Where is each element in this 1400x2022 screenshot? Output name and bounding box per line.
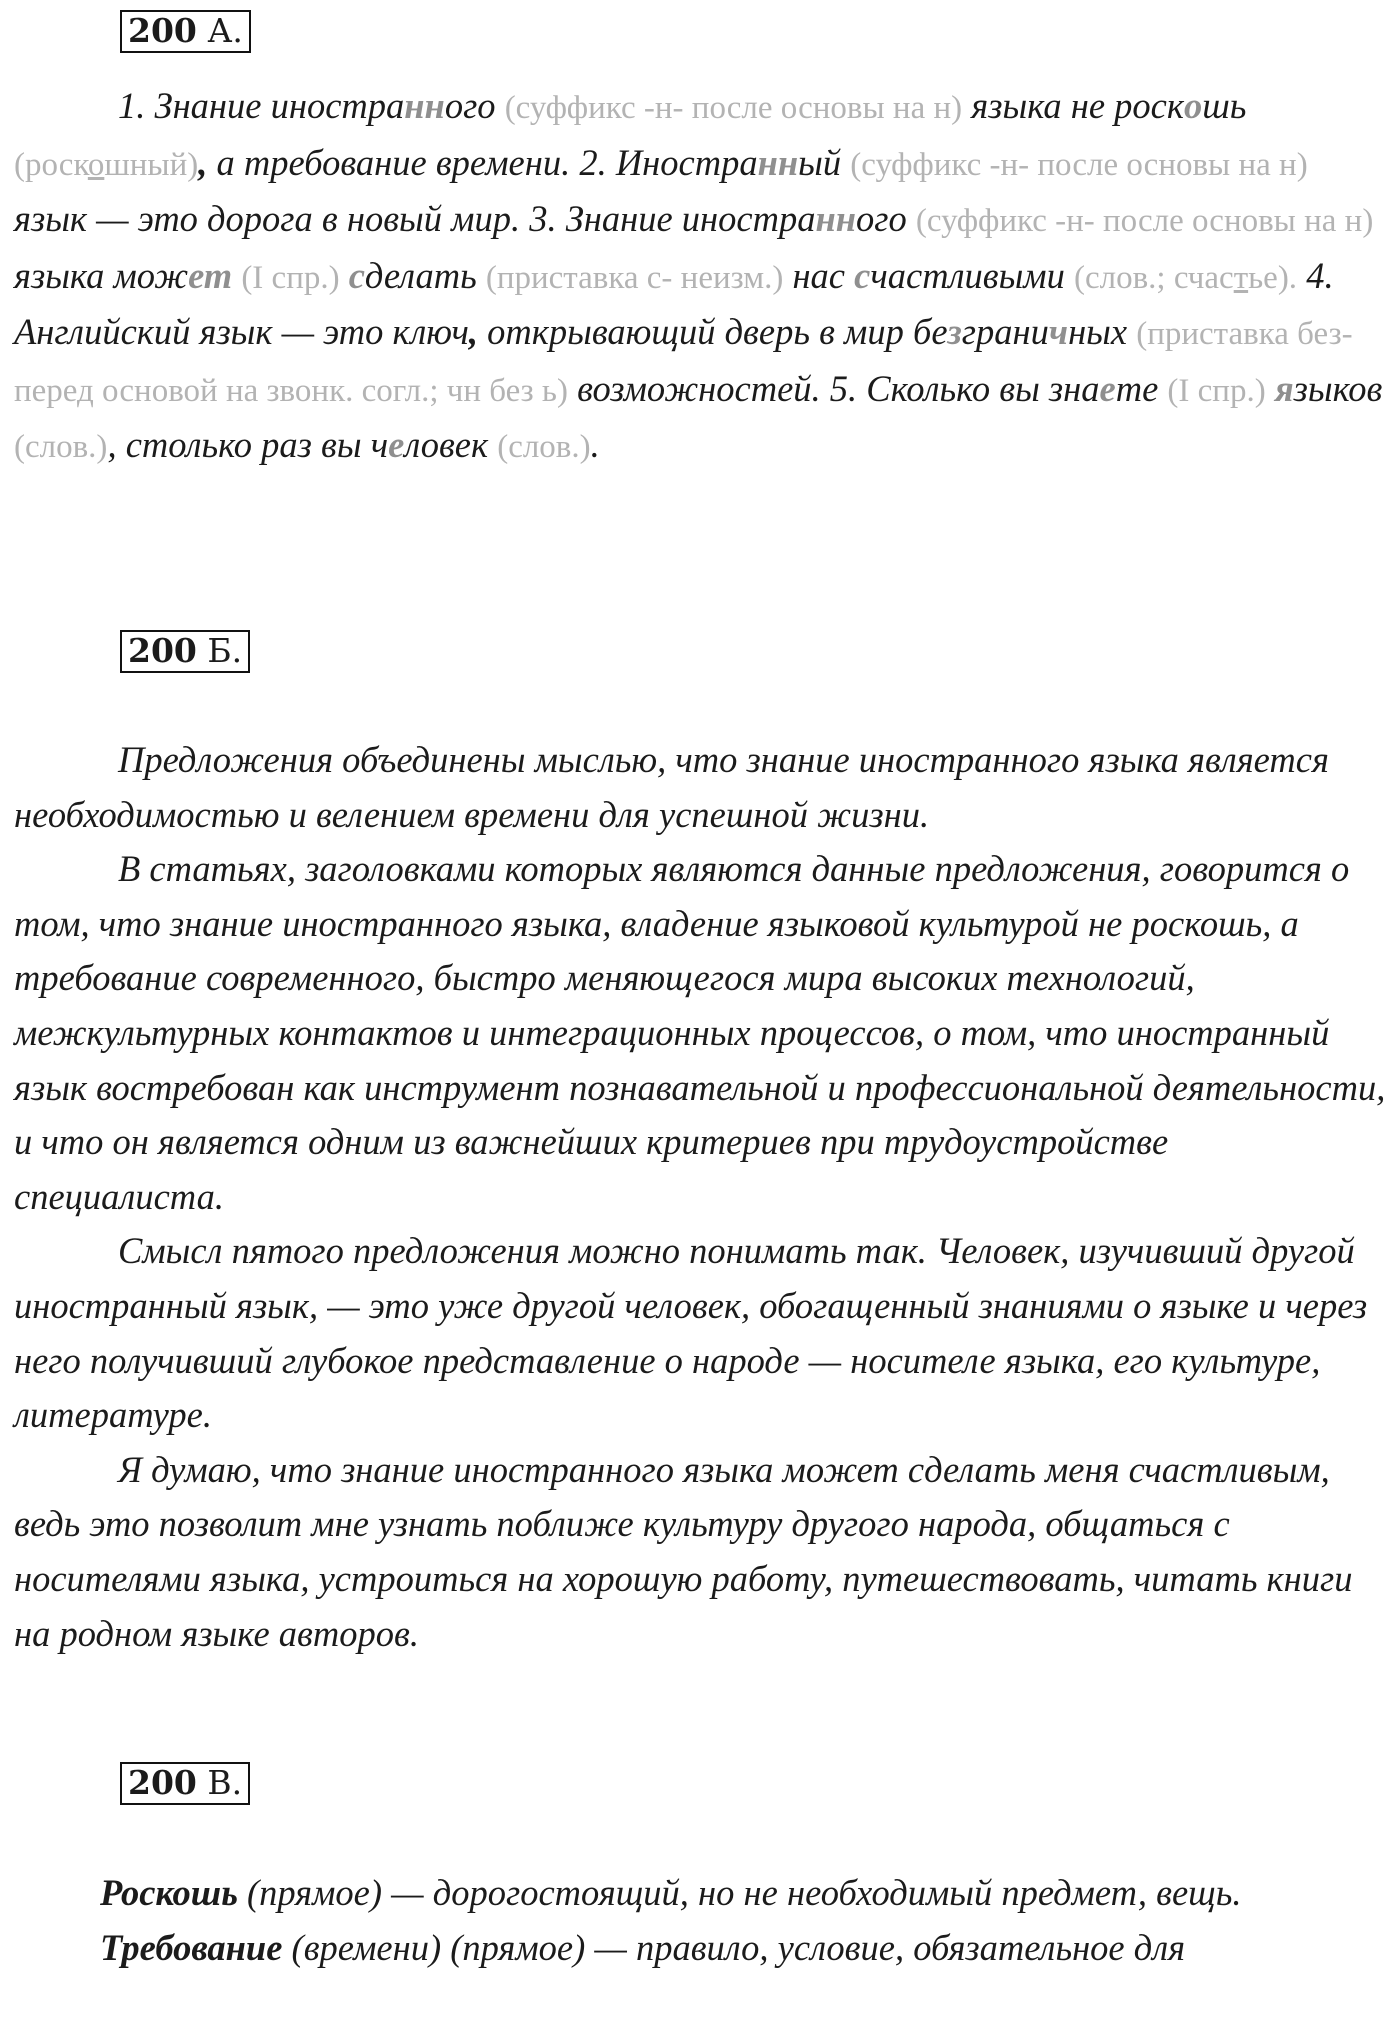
text-run: языка не роск: [971, 85, 1184, 126]
note-run: (роск: [14, 146, 88, 183]
grammar-note: (приставка без- перед основой на звонк. согл.; чн без ь): [14, 316, 1353, 409]
text-run: , столько раз вы ч: [107, 424, 389, 465]
section-heading-a: [120, 10, 251, 53]
grammar-note: (I спр.): [241, 259, 340, 296]
grammar-note: (приставка с- неизм.): [485, 259, 784, 296]
task-b-paragraph-2: В статьях, заголовками которых являются данные предложения, говорится о том, что знание иностранного языка, владение языковой культурой не роскошь, а требование современного, быстро меняющегося мира высоких технологий, межкультурных контактов и интеграционных процессов, о том, что иностранный язык востребован как инструмент познавательной и профессиональной деятельности, и что он является одним из важнейших критериев при трудоустройстве специалиста.: [14, 848, 1386, 1217]
definition-term: Требование: [100, 1926, 283, 1968]
highlight-letters: я: [1274, 367, 1294, 409]
highlight-letters: нн: [815, 198, 856, 239]
grammar-note: (суффикс -н- после основы на н): [850, 146, 1308, 183]
section-heading-c: [120, 1762, 250, 1805]
text-run: зыков: [1293, 367, 1383, 409]
highlight-letters: ч: [1048, 311, 1069, 352]
highlight-letters: е: [388, 424, 405, 465]
task-b-paragraph-4: Я думаю, что знание иностранного языка может сделать меня счастливым, ведь это позволит мне узнать поближе культуру другого народа, общаться с носителями языка, устроиться на хорошую работу, путешествовать, читать книги на родном языке авторов.: [14, 1448, 1353, 1654]
section-heading-b: [120, 630, 250, 673]
grammar-note: (слов.): [497, 429, 591, 465]
text-run: те: [1115, 367, 1159, 409]
highlight-letters: с: [854, 254, 871, 296]
text-run: делать: [364, 254, 477, 296]
highlight-letters: ет: [188, 254, 233, 296]
text-run: язык — это дорога в новый мир. 3. Знание иностра: [14, 198, 816, 239]
punctuation-mark: ,: [198, 141, 208, 183]
section-number: 200: [128, 11, 197, 50]
section-letter: В.: [207, 1763, 243, 1802]
grammar-note: [14, 147, 198, 183]
grammar-note: (слов.): [14, 429, 108, 465]
text-run: нас: [792, 254, 845, 296]
highlight-letters: е: [1099, 367, 1116, 409]
text-run: част: [870, 254, 949, 296]
text-run: ый: [798, 141, 842, 183]
text-run: языка мож: [14, 254, 189, 296]
text-run: .: [590, 424, 600, 465]
definition-entry: [14, 1921, 1386, 1976]
grammar-note: (I спр.): [1167, 372, 1266, 409]
text-run: а требование времени. 2. Иностра: [216, 141, 758, 183]
task-b-paragraph-3: Смысл пятого предложения можно понимать так. Человек, изучивший другой иностранный язык, — это уже другой человек, обогащенный знаниями о языке и через него получивший глубокое представление о народе — носителе языка, его культуре, литературе.: [14, 1230, 1368, 1436]
text-run: ловек: [404, 424, 489, 465]
task-b-text: [14, 733, 1386, 1661]
definition-text: (времени) (прямое) — правило, условие, обязательное для: [282, 1926, 1186, 1968]
text-run: ого: [856, 198, 907, 239]
text-run: грани: [961, 311, 1049, 352]
note-run: ье).: [1248, 259, 1298, 296]
section-number: 200: [128, 631, 197, 670]
highlight-letters: о: [1183, 85, 1203, 126]
definition-term: Роскошь: [100, 1872, 238, 1913]
section-letter: Б.: [207, 631, 243, 670]
note-underlined-letter: т: [1233, 259, 1249, 296]
task-a-text: [14, 79, 1386, 475]
text-run: шь: [1202, 85, 1247, 126]
definition-text: (прямое) — дорогостоящий, но не необходимый предмет, вещь.: [237, 1872, 1242, 1913]
text-run: ого: [444, 85, 496, 126]
highlight-letters: нн: [404, 85, 445, 126]
task-c-text: [14, 1866, 1386, 1975]
text-run: возможностей. 5. Сколько вы зна: [577, 367, 1100, 409]
definition-entry: [14, 1866, 1386, 1921]
highlight-letters: нн: [757, 141, 799, 183]
section-number: 200: [128, 1763, 197, 1802]
highlight-letters: с: [348, 254, 365, 296]
text-run: 4. Английский язык — это ключ: [14, 254, 1334, 352]
highlight-letters: з: [947, 311, 962, 352]
note-run: (слов.; счас: [1073, 259, 1234, 296]
text-run: ных: [1068, 311, 1128, 352]
section-letter: А.: [207, 11, 243, 50]
task-b-paragraph-1: Предложения объединены мыслью, что знание иностранного языка является необходимостью и велением времени для успешной жизни.: [14, 739, 1329, 835]
note-run: шный): [104, 146, 199, 183]
grammar-note: (суффикс -н- после основы на н): [504, 90, 963, 126]
grammar-note: [1074, 260, 1297, 296]
text-run: открывающий дверь в мир бе: [487, 311, 948, 352]
text-run: ливыми: [948, 254, 1065, 296]
text-run: 1. Знание иностра: [118, 85, 405, 126]
punctuation-mark: ,: [468, 311, 479, 352]
note-underlined-letter: о: [87, 146, 105, 183]
grammar-note: (суффикс -н- после основы на н): [915, 203, 1374, 239]
task-a-paragraph: [14, 79, 1386, 475]
